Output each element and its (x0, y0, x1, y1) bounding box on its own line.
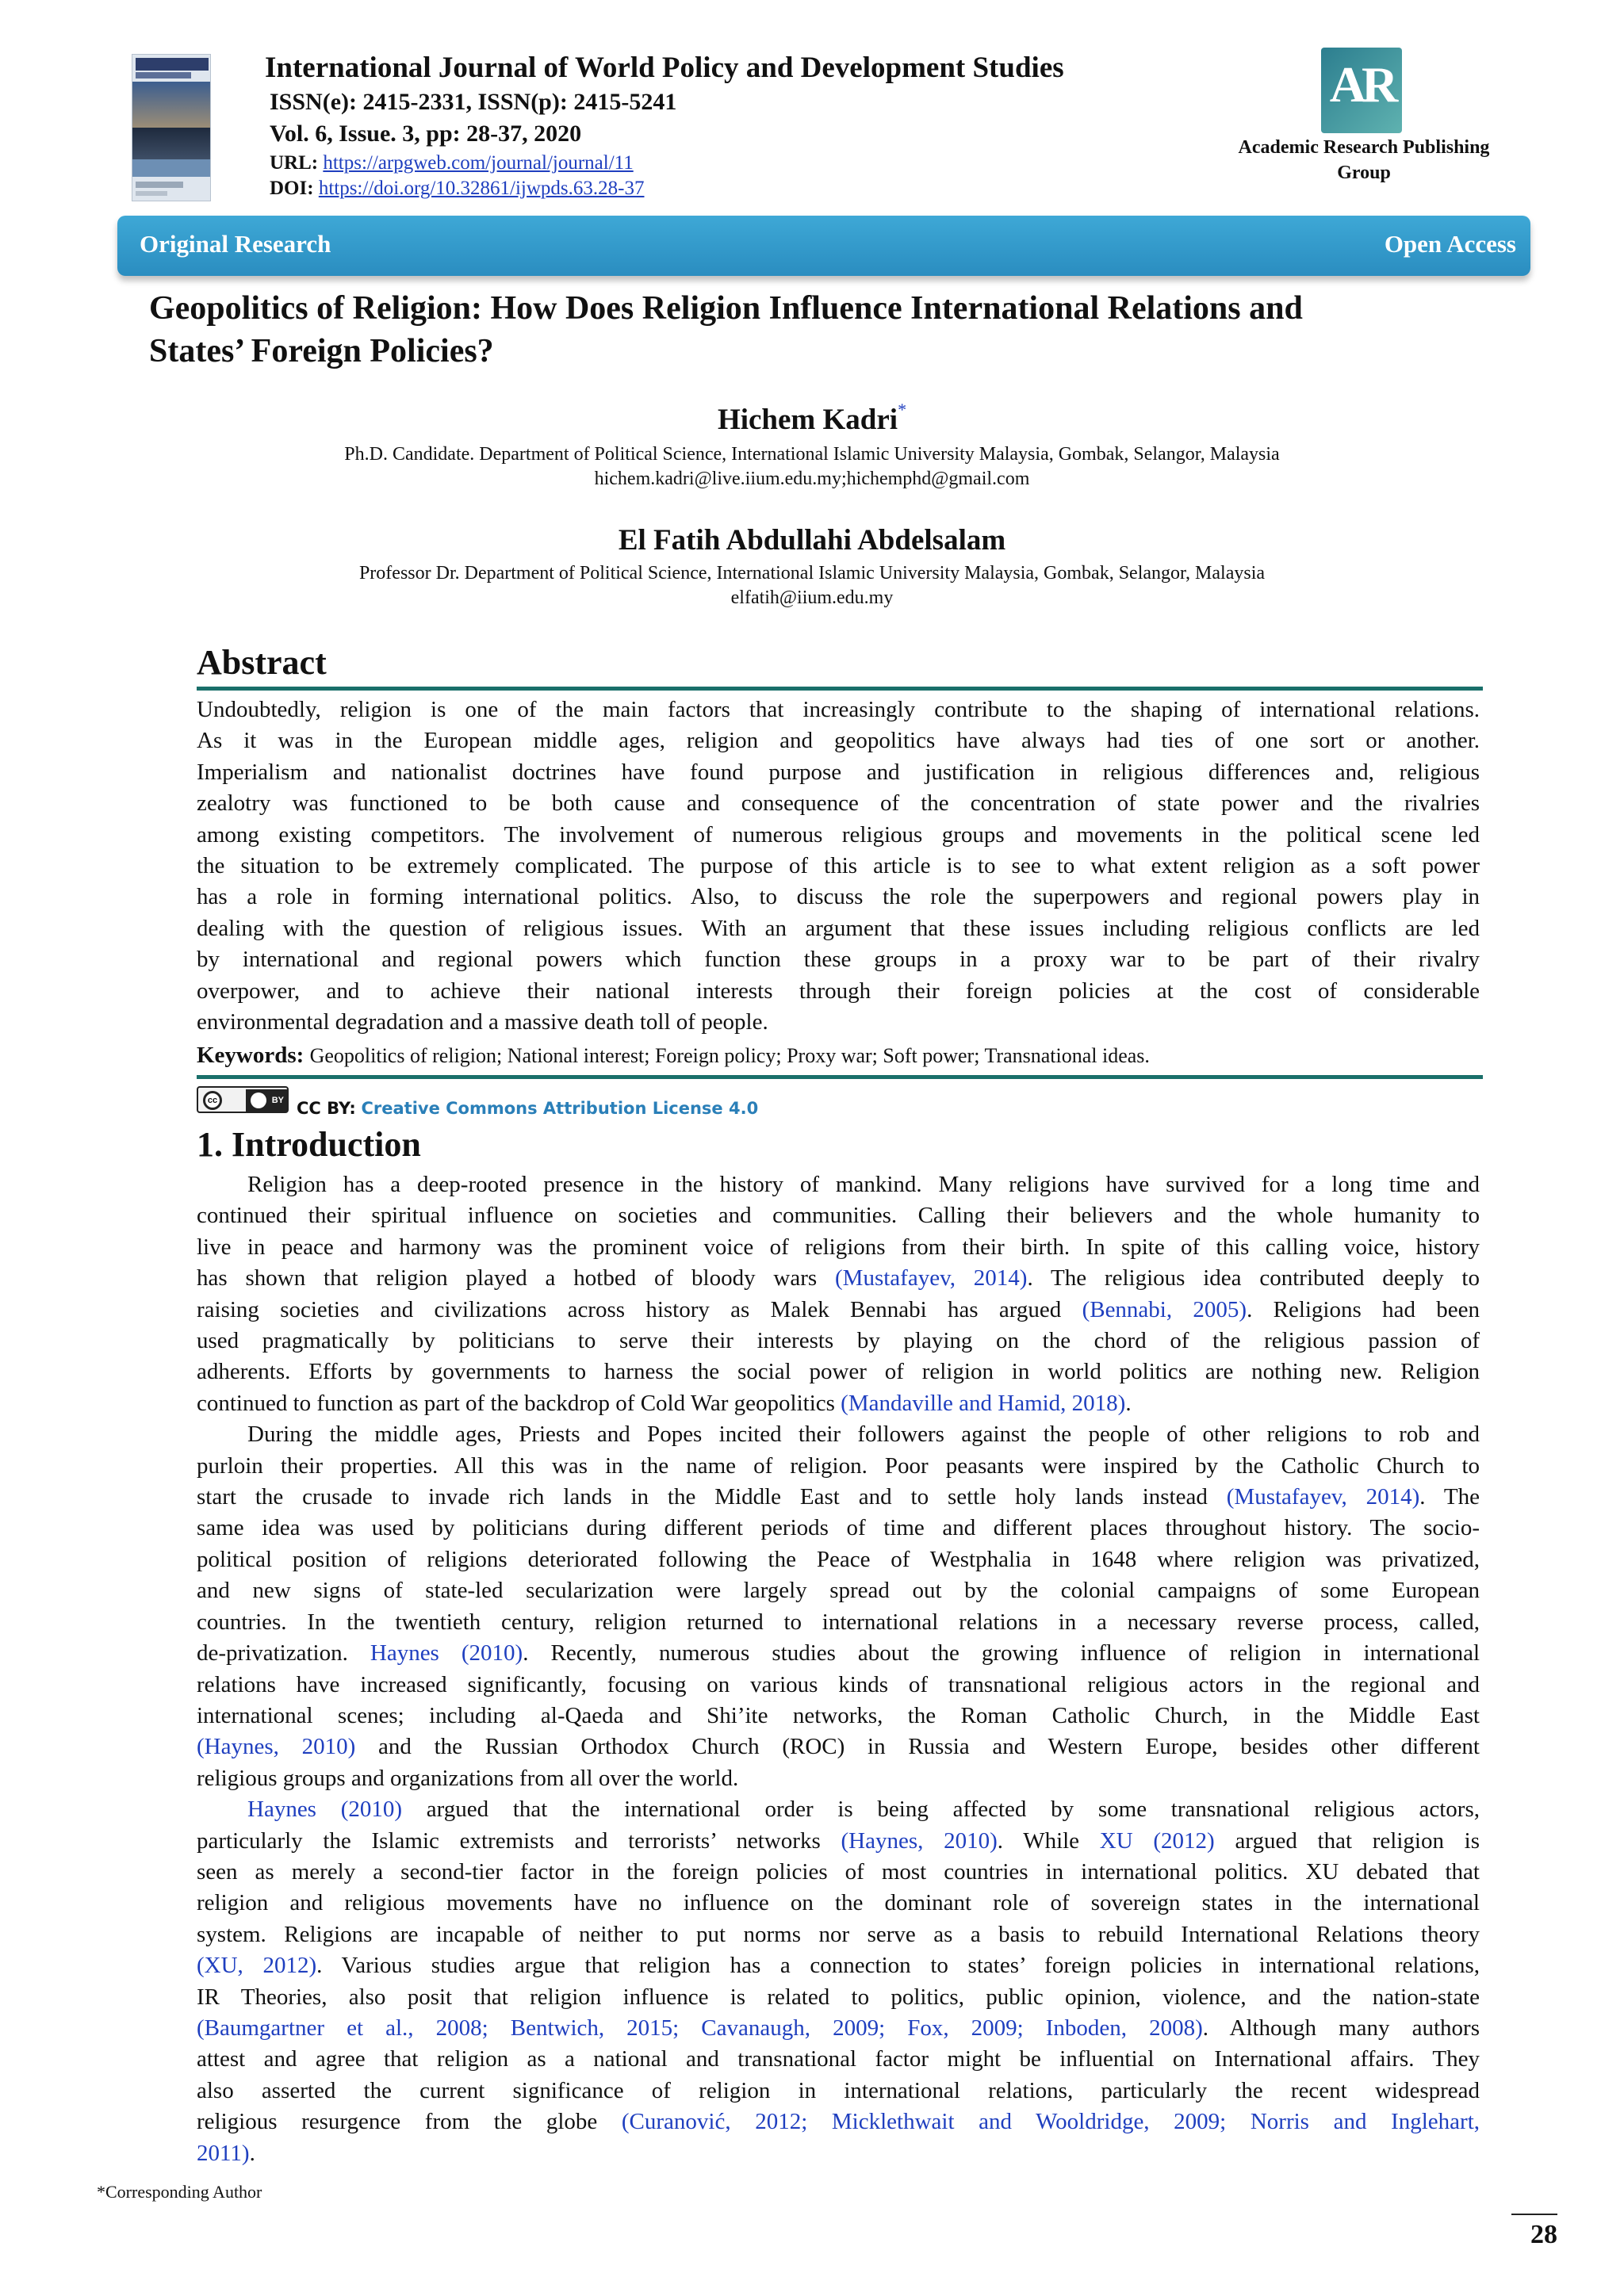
cc-icon: cc (203, 1091, 222, 1110)
intro-line (197, 1794, 1480, 1825)
publisher-logo (1321, 48, 1402, 133)
body-text: seen as merely a second-tier factor in the foreign policies of most countries in international politics. XU debated that (197, 1858, 1480, 1885)
publisher-name (1213, 135, 1515, 186)
body-text: continued their spiritual influence on societies and communities. Calling their believers and the whole humanity to (197, 1203, 1480, 1229)
license-label: CC BY: (297, 1099, 356, 1118)
body-text: also asserted the current significance of religion in international relations, particularly the recent widespread (197, 2077, 1480, 2103)
doi-link[interactable]: https://doi.org/10.32861/ijwpds.63.28-37 (318, 178, 645, 199)
body-text: de-privatization. (197, 1640, 370, 1667)
body-text: . The religious idea contributed deeply to (1027, 1265, 1480, 1292)
citation-link[interactable]: (Haynes, 2010) (841, 1827, 998, 1854)
publisher-line-2: Group (1337, 163, 1391, 183)
intro-line (197, 2013, 1480, 2044)
author-email: hichem.kadri@live.iium.edu.my;hichemphd@gmail.com (594, 469, 1030, 489)
publisher-line-1: Academic Research Publishing (1238, 137, 1490, 158)
body-text: argued that religion is (1214, 1827, 1480, 1854)
intro-line (197, 1295, 1480, 1326)
intro-line (197, 1513, 1480, 1544)
url-line (270, 152, 634, 174)
author-name: El Fatih Abdullahi Abdelsalam (618, 524, 1006, 557)
citation-link[interactable]: 2011) (197, 2140, 250, 2166)
body-text: raising societies and civilizations across history as Malek Bennabi has argued (197, 1296, 1082, 1322)
citation-link[interactable]: (XU, 2012) (197, 1953, 317, 1979)
volume-line: Vol. 6, Issue. 3, pp: 28-37, 2020 (270, 121, 582, 147)
body-text: attest and agree that religion as a national and transnational factor might be influential on International affairs. They (197, 2046, 1480, 2072)
abstract-line: has a role in forming international politics. Also, to discuss the role the superpowers and regional powers play in (197, 884, 1480, 910)
intro-line (197, 1826, 1480, 1857)
intro-line (197, 1232, 1480, 1263)
url-label: URL: (270, 152, 319, 174)
introduction-heading: 1. Introduction (197, 1125, 421, 1164)
body-text: religious resurgence from the globe (197, 2109, 622, 2135)
intro-line (197, 1857, 1480, 1888)
citation-link[interactable]: Haynes (2010) (370, 1640, 523, 1667)
body-text: . Recently, numerous studies about the growing influence of religion in international (523, 1640, 1480, 1667)
publisher-logo-text: AR (1329, 56, 1394, 113)
author-affiliation: Professor Dr. Department of Political Science, International Islamic University Malaysia, Gombak, Selangor, Malaysia (358, 563, 1266, 584)
body-text: religion and religious movements have no influence on the dominant role of sovereign states in the international (197, 1890, 1480, 1916)
citation-link[interactable]: Haynes (2010) (247, 1797, 403, 1823)
abstract-line: the situation to be extremely complicated. The purpose of this article is to see to what extent religion as a soft power (197, 853, 1480, 879)
intro-line (197, 1263, 1480, 1294)
abstract-line: dealing with the question of religious issues. With an argument that these issues including religious conflicts are led (197, 915, 1480, 941)
intro-line (197, 1169, 1480, 1200)
body-text: argued that the international order is being affected by some transnational religious actors, (402, 1797, 1480, 1823)
body-text: political position of religions deteriorated following the Peace of Westphalia in 1648 where religion was privatized, (197, 1546, 1480, 1572)
intro-line (197, 2138, 1480, 2169)
intro-line (197, 1982, 1480, 2013)
citation-link[interactable]: (Mustafayev, 2014) (1226, 1484, 1420, 1510)
title-line: States’ Foreign Policies? (149, 333, 494, 369)
intro-line (197, 2076, 1480, 2107)
abstract-line: overpower, and to achieve their national interests through their foreign policies at the cost of considerable (197, 978, 1480, 1004)
citation-link[interactable]: (Haynes, 2010) (197, 1734, 356, 1760)
intro-line (197, 1357, 1480, 1387)
intro-line (197, 1950, 1480, 1981)
intro-line (197, 1670, 1480, 1701)
introduction-body (197, 1169, 1480, 2169)
intro-line (197, 1575, 1480, 1606)
intro-line (197, 1701, 1480, 1732)
citation-link[interactable]: (Mandaville and Hamid, 2018) (841, 1390, 1126, 1416)
intro-line (197, 1638, 1480, 1669)
citation-link[interactable]: (Baumgartner et al., 2008; Bentwich, 2015; Cavanaugh, 2009; Fox, 2009; Inboden, 2008) (197, 2015, 1203, 2041)
keywords-text: Geopolitics of religion; National interest; Foreign policy; Proxy war; Soft power; Transnational ideas. (309, 1044, 1150, 1067)
doi-label: DOI: (270, 178, 314, 199)
banner-access: Open Access (1384, 230, 1516, 258)
abstract-line: environmental degradation and a massive death toll of people. (197, 1009, 768, 1035)
body-text: international scenes; including al-Qaeda and Shi’ite networks, the Roman Catholic Church, in the Middle East (197, 1702, 1480, 1728)
keywords-label: Keywords: (197, 1043, 304, 1068)
intro-line (197, 1888, 1480, 1919)
intro-line (197, 2044, 1480, 2075)
paper-title (149, 287, 1513, 373)
citation-link[interactable]: (Curanović, 2012; Micklethwait and Wooldridge, 2009; Norris and Inglehart, (621, 2109, 1480, 2135)
body-text: . (1125, 1390, 1132, 1416)
body-text: religious groups and organizations from all over the world. (197, 1765, 739, 1791)
section-divider (197, 687, 1483, 691)
abstract-heading: Abstract (197, 643, 327, 682)
body-text: has shown that religion played a hotbed of bloody wars (197, 1265, 836, 1292)
body-text: purloin their properties. All this was in the name of religion. Poor peasants were inspired by the Catholic Church to (197, 1452, 1480, 1479)
by-icon: BY (246, 1089, 287, 1112)
intro-paragraph (197, 1169, 1480, 1419)
page-number-rule (1511, 2214, 1557, 2215)
intro-line (197, 1919, 1480, 1950)
body-text: particularly the Islamic extremists and terrorists’ networks (197, 1827, 841, 1854)
body-text: relations have increased significantly, focusing on various kinds of transnational religious actors in the regional and (197, 1671, 1480, 1697)
keywords-line (197, 1043, 1150, 1069)
intro-line (197, 1388, 1480, 1419)
body-text: IR Theories, also posit that religion influence is related to politics, public opinion, violence, and the nation-state (197, 1984, 1480, 2010)
body-text: and new signs of state-led secularization were largely spread out by the colonial campaigns of some European (197, 1578, 1480, 1604)
body-text: . Although many authors (1202, 2015, 1480, 2041)
article-type-banner (117, 216, 1530, 276)
journal-title: International Journal of World Policy and Development Studies (265, 52, 1064, 84)
body-text: adherents. Efforts by governments to harness the social power of religion in world politics are nothing new. Religion (197, 1359, 1480, 1385)
abstract-line: among existing competitors. The involvement of numerous religious groups and movements in the political scene led (197, 821, 1480, 848)
abstract-body (197, 695, 1480, 1038)
author-affiliation: Ph.D. Candidate. Department of Political Science, International Islamic University Malaysia, Gombak, Selangor, Malaysia (344, 444, 1280, 465)
corresponding-mark: * (898, 400, 907, 419)
cc-by-badge[interactable] (197, 1086, 289, 1113)
intro-line (197, 1732, 1480, 1762)
abstract-line: Imperialism and nationalist doctrines have found purpose and justification in religious differences and, religious (197, 759, 1480, 785)
body-text: . While (997, 1827, 1100, 1854)
abstract-line: Undoubtedly, religion is one of the main factors that increasingly contribute to the shaping of international relations. (197, 697, 1480, 722)
body-text: . Various studies argue that religion has a connection to states’ foreign policies in international relations, (316, 1953, 1480, 1979)
abstract-line: by international and regional powers which function these groups in a proxy war to be part of their rivalry (197, 947, 1480, 973)
abstract-line: As it was in the European middle ages, religion and geopolitics have always had ties of one sort or another. (197, 728, 1480, 754)
citation-link[interactable]: XU (2012) (1099, 1827, 1215, 1854)
author-name: Hichem Kadri* (717, 400, 907, 436)
citation-link[interactable]: (Bennabi, 2005) (1082, 1296, 1247, 1322)
intro-line (197, 1200, 1480, 1231)
license-line (297, 1099, 758, 1118)
body-text: system. Religions are incapable of neither to put norms nor serve as a basis to rebuild International Relations theory (197, 1921, 1480, 1947)
body-text: . Religions had been (1247, 1296, 1480, 1322)
body-text: During the middle ages, Priests and Popes incited their followers against the people of other religions to rob and (247, 1422, 1480, 1448)
body-text: start the crusade to invade rich lands in the Middle East and to settle holy lands instead (197, 1484, 1227, 1510)
intro-line (197, 1451, 1480, 1482)
abstract-line: zealotry was functioned to be both cause and consequence of the concentration of state power and the rivalries (197, 790, 1480, 817)
body-text: . The (1419, 1484, 1480, 1510)
body-text: same idea was used by politicians during different periods of time and different places throughout history. The socio- (197, 1515, 1480, 1541)
section-divider (197, 1075, 1483, 1079)
intro-line (197, 1419, 1480, 1450)
issn-line: ISSN(e): 2415-2331, ISSN(p): 2415-5241 (270, 89, 677, 115)
journal-url-link[interactable]: https://arpgweb.com/journal/journal/11 (323, 152, 634, 174)
body-text: live in peace and harmony was the prominent voice of religions from their birth. In spite of this calling voice, history (197, 1234, 1480, 1260)
doi-line (270, 178, 644, 200)
journal-cover-thumbnail (132, 54, 211, 201)
author-email: elfatih@iium.edu.my (730, 587, 894, 608)
intro-line (197, 1326, 1480, 1357)
intro-line (197, 1607, 1480, 1638)
intro-line (197, 1763, 1480, 1794)
banner-article-type: Original Research (140, 230, 331, 258)
license-link[interactable]: Creative Commons Attribution License 4.0 (361, 1099, 759, 1118)
intro-line (197, 1544, 1480, 1575)
body-text: used pragmatically by politicians to serve their interests by playing on the chord of the religious passion of (197, 1328, 1480, 1354)
body-text: . (249, 2140, 255, 2166)
page-number: 28 (1530, 2220, 1557, 2249)
intro-line (197, 2107, 1480, 2137)
corresponding-author-footnote: *Corresponding Author (97, 2182, 262, 2202)
body-text: countries. In the twentieth century, religion returned to international relations in a necessary reverse process, called, (197, 1609, 1480, 1635)
body-text: continued to function as part of the backdrop of Cold War geopolitics (197, 1390, 841, 1416)
intro-paragraph (197, 1419, 1480, 1794)
body-text: Religion has a deep-rooted presence in the history of mankind. Many religions have survived for a long time and (247, 1172, 1480, 1197)
intro-line (197, 1482, 1480, 1513)
title-line: Geopolitics of Religion: How Does Religion Influence International Relations and (149, 290, 1303, 327)
intro-paragraph (197, 1794, 1480, 2169)
body-text: and the Russian Orthodox Church (ROC) in Russia and Western Europe, besides other different (355, 1734, 1480, 1760)
citation-link[interactable]: (Mustafayev, 2014) (835, 1265, 1028, 1292)
